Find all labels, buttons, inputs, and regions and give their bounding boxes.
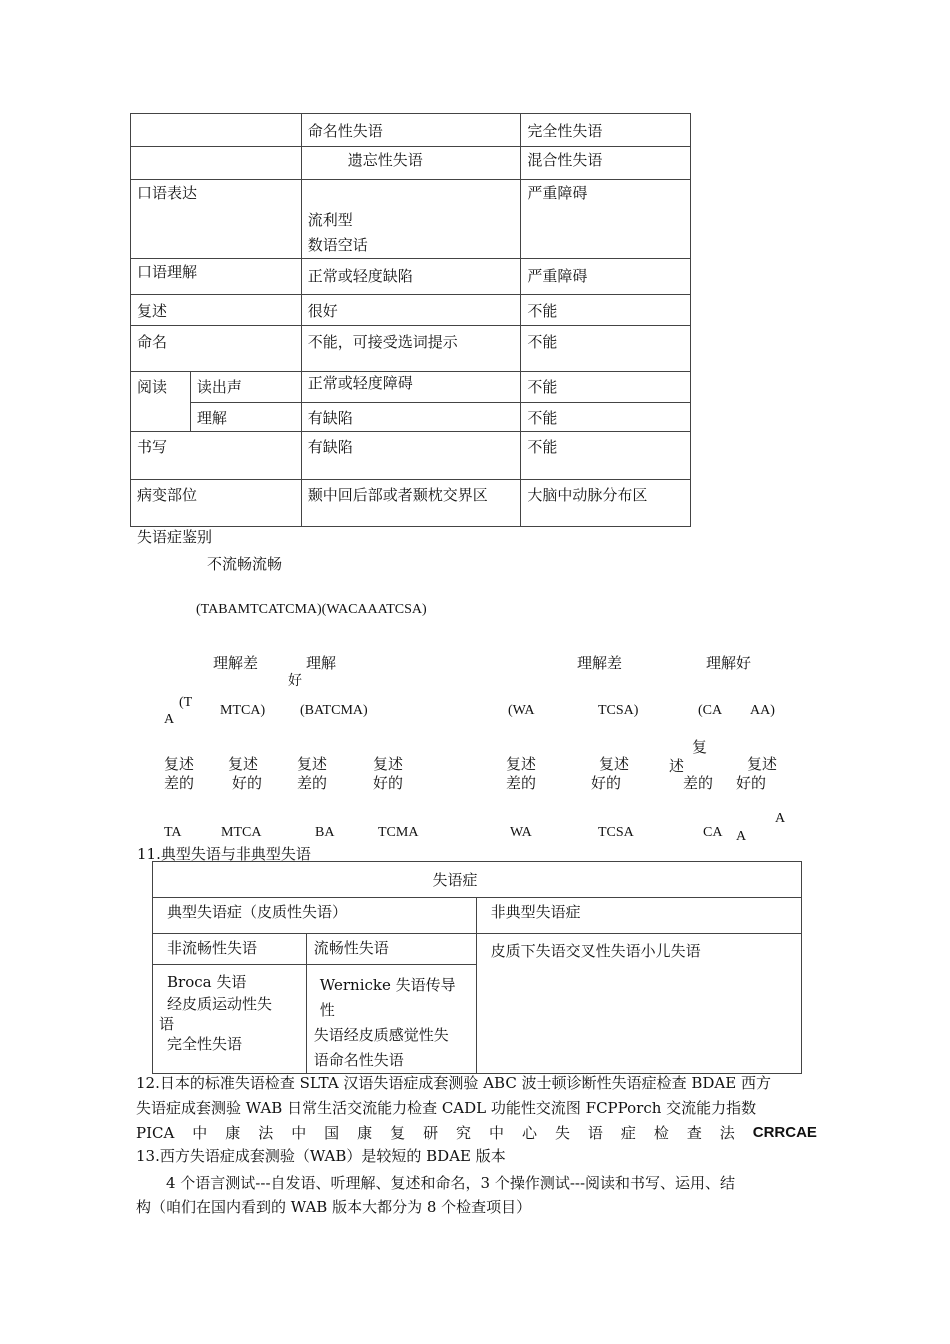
l6-a1: A	[736, 829, 747, 844]
s12-w15: 检	[653, 1124, 669, 1142]
l5-top-6: 复述	[599, 755, 630, 773]
l5-bot-5: 差的	[506, 774, 537, 792]
typical-aphasia: 典型失语症（皮质性失语）	[153, 898, 477, 934]
header2-cell-empty	[131, 147, 302, 180]
aphasia-comparison-table	[130, 113, 691, 527]
row-oral-expression-mid	[301, 180, 521, 259]
s12-w7: 复	[390, 1124, 406, 1142]
l5-top-4: 复述	[373, 755, 404, 773]
l5-bot-1: 差的	[164, 774, 195, 792]
l6-wa: WA	[510, 825, 532, 840]
l5-top-1: 复述	[164, 755, 195, 773]
l5-bot-6: 好的	[591, 774, 622, 792]
section12-line3	[136, 1121, 817, 1145]
l5-bot-2: 好的	[232, 774, 263, 792]
row-oral-expression-right: 严重障碍	[521, 180, 691, 259]
nonfluent-item-2: 经皮质运动性失	[167, 995, 273, 1013]
section11-heading: 11.典型失语与非典型失语	[137, 845, 311, 863]
row-reading-aloud-right: 不能	[521, 372, 691, 403]
l3-poor-comp-2: 理解差	[577, 654, 623, 672]
root-aphasia: 失语症	[153, 862, 802, 898]
l5-bot-8: 差的	[683, 774, 714, 792]
row-writing-mid: 有缺陷	[301, 432, 521, 480]
row-lesion-label: 病变部位	[131, 480, 302, 527]
header-amnestic: 遗忘性失语	[301, 147, 521, 180]
header-global: 完全性失语	[521, 114, 691, 147]
s12-w9: 究	[456, 1124, 472, 1142]
s12-w4: 中	[291, 1124, 307, 1142]
l4-aa: AA)	[750, 703, 775, 718]
row-oral-expression-label: 口语表达	[131, 180, 302, 259]
section13-line3: 构（咱们在国内看到的 WAB 版本大都分为 8 个检查项目）	[136, 1198, 532, 1216]
header-cell-empty	[131, 114, 302, 147]
l4-wa: (WA	[508, 703, 535, 718]
row-reading-aloud-label: 读出声	[190, 372, 301, 403]
row-reading-comp-label: 理解	[190, 403, 301, 432]
l3-good-comp: 理解好	[706, 654, 752, 672]
l4-t-open: (T	[179, 695, 193, 710]
s12-w14: 症	[620, 1124, 636, 1142]
nonfluent-item-4: 完全性失语	[167, 1035, 243, 1053]
row-lesion-mid: 颞中回后部或者颞枕交界区	[301, 480, 521, 527]
s12-w16: 查	[686, 1124, 702, 1142]
row-repeat-mid: 很好	[301, 295, 521, 326]
section13-line1: 13.西方失语症成套测验（WAB）是较短的 BDAE 版本	[136, 1147, 506, 1165]
nonfluent-aphasia: 非流畅性失语	[153, 934, 307, 965]
l4-mtca: MTCA)	[220, 703, 266, 718]
section13-line2: 4 个语言测试---自发语、听理解、复述和命名，3 个操作测试---阅读和书写、运用、结	[166, 1174, 736, 1192]
row-lesion-right: 大脑中动脉分布区	[521, 480, 691, 527]
row-writing-right: 不能	[521, 432, 691, 480]
l4-ca: (CA	[698, 703, 723, 718]
s12-w12: 失	[554, 1124, 570, 1142]
l6-mtca: MTCA	[221, 825, 262, 840]
diagram-title: 失语症鉴别	[137, 528, 213, 546]
row-oral-comp-right: 严重障碍	[521, 259, 691, 295]
s12-w11: 心	[521, 1124, 537, 1142]
nonfluent-item-3: 语	[159, 1015, 175, 1033]
row-naming-mid: 不能，可接受选词提示	[301, 326, 521, 372]
row-oral-comp-label: 口语理解	[131, 259, 302, 295]
oral-expr-line1: 流利型	[307, 211, 353, 229]
typical-atypical-table	[152, 861, 802, 1074]
nonfluent-item-1: Broca 失语	[167, 973, 247, 991]
l5-top-3: 复述	[297, 755, 328, 773]
section12-line2: 失语症成套测验 WAB 日常生活交流能力检查 CADL 功能性交流图 FCPPorch 交流能力指数	[136, 1099, 757, 1117]
l6-a2: A	[775, 811, 786, 826]
l5-top-2: 复述	[228, 755, 259, 773]
row-repeat-right: 不能	[521, 295, 691, 326]
l5-top-7: 复	[692, 738, 708, 756]
s12-w8: 研	[423, 1124, 439, 1142]
row-reading-comp-mid: 有缺陷	[301, 403, 521, 432]
l5-bot-9: 好的	[736, 774, 767, 792]
row-naming-right: 不能	[521, 326, 691, 372]
atypical-list: 皮质下失语交叉性失语小儿失语	[476, 934, 801, 1074]
s12-w5: 国	[324, 1124, 340, 1142]
l4-a: A	[164, 712, 175, 727]
l4-batcma: (BATCMA)	[300, 703, 368, 718]
s12-w1: 中	[192, 1124, 208, 1142]
l5-bot-4: 好的	[373, 774, 404, 792]
s12-w10: 中	[489, 1124, 505, 1142]
l6-tcsa: TCSA	[598, 825, 634, 840]
l6-tcma: TCMA	[378, 825, 419, 840]
l5-bot-7: 述	[669, 757, 685, 775]
header-anomic: 命名性失语	[301, 114, 521, 147]
fluent-list	[306, 965, 476, 1074]
row-repeat-label: 复述	[131, 295, 302, 326]
oral-expr-line2: 数语空话	[307, 236, 368, 254]
l3-comp: 理解	[306, 654, 337, 672]
row-naming-label: 命名	[131, 326, 302, 372]
l5-top-5: 复述	[506, 755, 537, 773]
l3-poor-comp-1: 理解差	[213, 654, 259, 672]
row-reading-label: 阅读	[131, 372, 191, 432]
section13	[136, 1144, 817, 1219]
nonfluent-list	[153, 965, 307, 1074]
l5-bot-3: 差的	[297, 774, 328, 792]
l6-ba: BA	[315, 825, 335, 840]
l6-ca: CA	[703, 825, 723, 840]
fluent-item-3: 语命名性失语	[313, 1051, 404, 1069]
s12-w6: 康	[357, 1124, 373, 1142]
s12-w13: 语	[587, 1124, 603, 1142]
diagram-level2: (TABAMTCATCMA)(WACAAATCSA)	[196, 602, 427, 617]
section12	[136, 1071, 817, 1145]
l6-ta: TA	[164, 825, 182, 840]
s12-w2: 康	[225, 1124, 241, 1142]
s12-w18: CRRCAE	[752, 1124, 817, 1141]
section12-line1: 12.日本的标准失语检查 SLTA 汉语失语症成套测验 ABC 波士顿诊断性失语症检查 BDAE 西方	[136, 1074, 771, 1092]
row-reading-aloud-mid: 正常或轻度障碍	[301, 372, 521, 403]
fluent-item-1: Wernicke 失语传导性	[319, 976, 456, 1019]
fluent-item-2: 失语经皮质感觉性失	[313, 1026, 449, 1044]
row-oral-comp-mid: 正常或轻度缺陷	[301, 259, 521, 295]
s12-w3: 法	[258, 1124, 274, 1142]
l3-good: 好	[288, 673, 302, 689]
s12-w17: 法	[719, 1124, 735, 1142]
atypical-aphasia: 非典型失语症	[476, 898, 801, 934]
l5-top-8: 复述	[747, 755, 778, 773]
row-reading-comp-right: 不能	[521, 403, 691, 432]
row-writing-label: 书写	[131, 432, 302, 480]
s12-w0: PICA	[136, 1124, 175, 1142]
diagram-level1: 不流畅流畅	[207, 555, 283, 573]
header-mixed: 混合性失语	[521, 147, 691, 180]
fluent-aphasia: 流畅性失语	[306, 934, 476, 965]
l4-tcsa: TCSA)	[598, 703, 639, 718]
